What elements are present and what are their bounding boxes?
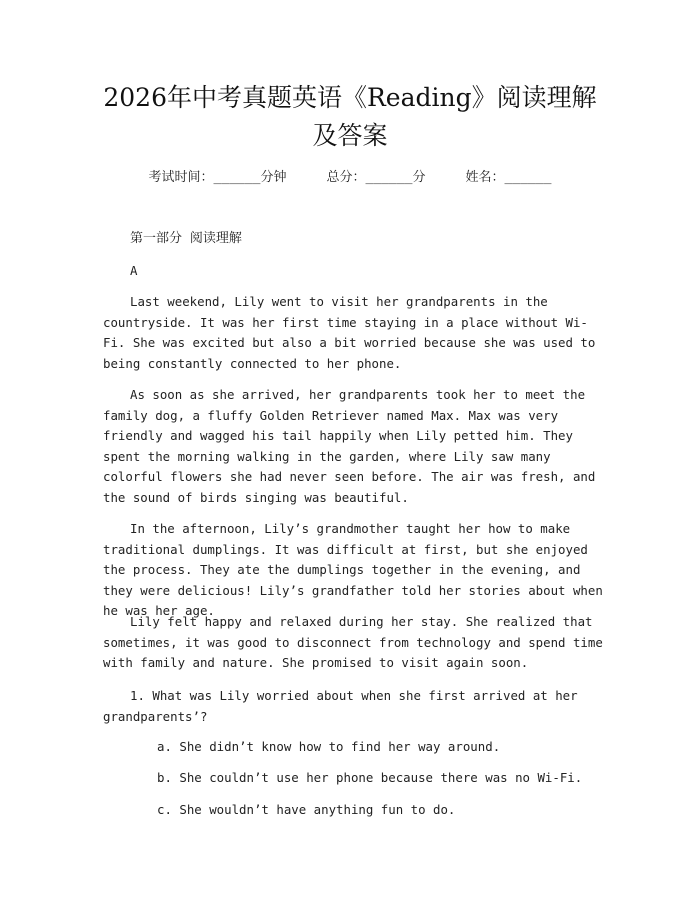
- passage-label: A: [130, 263, 138, 278]
- passage-paragraph: [103, 292, 603, 374]
- paragraph-text: Lily felt happy and relaxed during her stay. She realized that sometimes, it was good to disconnect from technology and spend time with family and nature. She promised to visit again soon.: [103, 614, 603, 671]
- paragraph-text: As soon as she arrived, her grandparents took her to meet the family dog, a fluffy Golden Retriever named Max. Max was very friendly and wagged his tail happily when Lily petted him. They spent the morning walking in the garden, where Lily saw many colorful flowers she had never seen before. The air was fresh, and the sound of birds singing was beautiful.: [103, 387, 596, 505]
- exam-time-field: 考试时间：______分钟: [148, 170, 287, 185]
- paragraph-text: Last weekend, Lily went to visit her grandparents in the countryside. It was her first time staying in a place without Wi-Fi. She was excited but also a bit worried because she was used to being constantly connected to her phone.: [103, 294, 596, 371]
- section-heading: 第一部分 阅读理解: [130, 231, 242, 246]
- document-title-continued: 及答案: [312, 121, 388, 150]
- passage-paragraph: [103, 612, 603, 674]
- answer-option-a: a. She didn’t know how to find her way around.: [157, 739, 501, 754]
- passage-paragraph: [103, 385, 603, 509]
- document-title: 2026年中考真题英语《Reading》阅读理解: [103, 83, 597, 112]
- answer-option-b: b. She couldn’t use her phone because there was no Wi-Fi.: [157, 770, 583, 785]
- student-name-field: 姓名：______: [465, 170, 552, 185]
- exam-meta: [0, 168, 700, 188]
- total-score-field: 总分：______分: [326, 170, 426, 185]
- passage-paragraph: [103, 519, 603, 622]
- answer-option-c: c. She wouldn’t have anything fun to do.: [157, 802, 456, 817]
- paragraph-text: In the afternoon, Lily’s grandmother taught her how to make traditional dumplings. It was difficult at first, but she enjoyed the process. They ate the dumplings together in the evening, and they were delicious! Lily’s grandfather told her stories about when he was her age.: [103, 521, 603, 619]
- question-text: 1. What was Lily worried about when she first arrived at her grandparents’?: [103, 688, 578, 724]
